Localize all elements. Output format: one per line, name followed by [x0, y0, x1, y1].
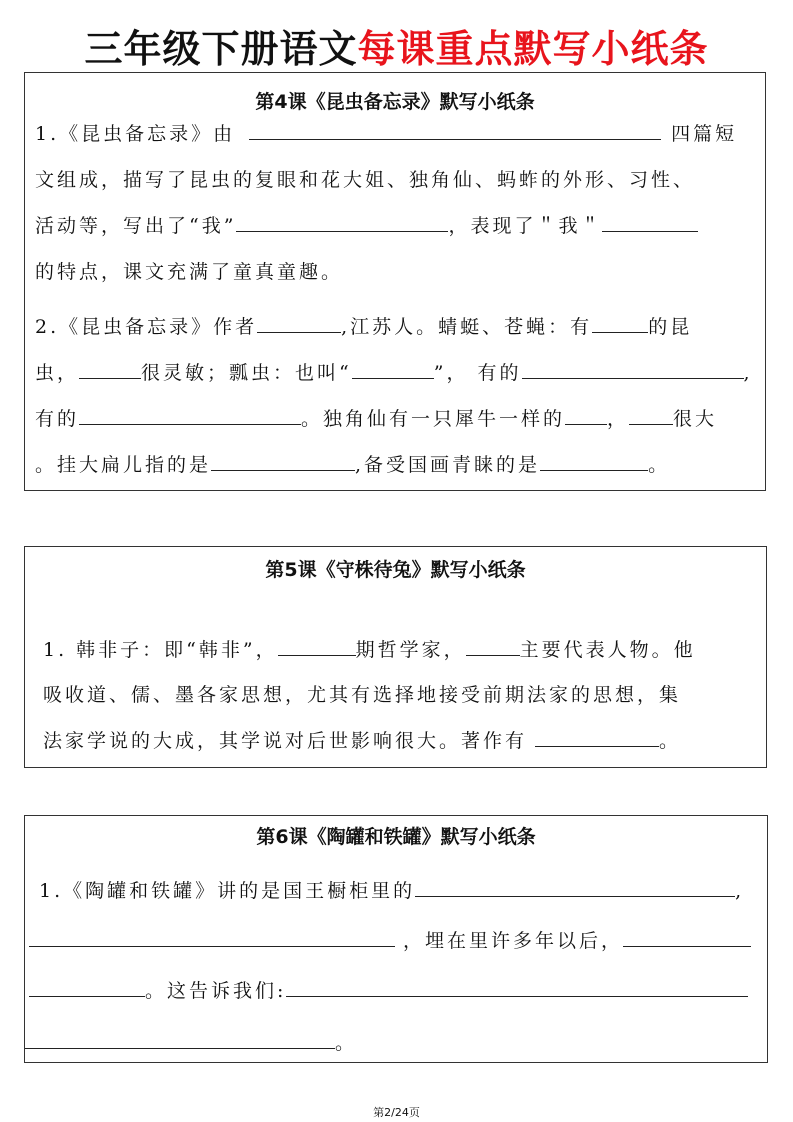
- blank[interactable]: [286, 978, 748, 997]
- text-segment: 的特点，课文充满了童真童趣。: [35, 261, 344, 283]
- blank[interactable]: [602, 213, 698, 232]
- text-segment: 四篇短: [671, 123, 738, 145]
- lesson6-line: [25, 1028, 357, 1055]
- text-segment: 期哲学家，: [355, 639, 466, 661]
- lesson4-heading: 第4课《昆虫备忘录》默写小纸条: [255, 91, 535, 113]
- lesson6-line: [29, 926, 751, 953]
- blank[interactable]: [565, 406, 607, 425]
- blank[interactable]: [592, 314, 648, 333]
- blank[interactable]: [623, 928, 751, 947]
- text-segment: ，表现了＂我＂: [448, 215, 603, 237]
- text-segment: 吸收道、儒、墨各家思想，尤其有选择地接受前期法家的思想，集: [43, 684, 682, 706]
- blank[interactable]: [79, 360, 141, 379]
- page-number: 第2/24页: [373, 1106, 420, 1119]
- lesson4-line: [35, 312, 692, 339]
- blank[interactable]: [352, 360, 434, 379]
- title-red: 每课重点默写小纸条: [357, 27, 709, 71]
- lesson4-line: [35, 165, 695, 192]
- blank[interactable]: [466, 637, 520, 656]
- lesson5-card: [24, 546, 767, 768]
- blank[interactable]: [540, 452, 648, 471]
- blank[interactable]: [79, 406, 301, 425]
- text-segment: 活动等，写出了“我”: [35, 215, 237, 237]
- blank[interactable]: [29, 978, 145, 997]
- text-segment: 很灵敏；瓢虫：也叫“: [141, 362, 352, 384]
- lesson6-heading: 第6课《陶罐和铁罐》默写小纸条: [256, 826, 536, 848]
- title-black: 三年级下册语文: [84, 27, 358, 71]
- blank[interactable]: [415, 878, 735, 897]
- text-segment: 2.《昆虫备忘录》作者: [35, 316, 258, 338]
- text-segment: 1. 韩非子：即“韩非”，: [43, 639, 278, 661]
- blank[interactable]: [257, 314, 341, 333]
- text-segment: 1.《陶罐和铁罐》讲的是国王橱柜里的: [39, 880, 416, 902]
- text-segment: ”， 有的: [433, 362, 522, 384]
- lesson4-line: [35, 358, 753, 385]
- text-segment: 的昆: [648, 316, 693, 338]
- lesson4-line: [35, 450, 670, 477]
- lesson4-line: [35, 404, 717, 431]
- blank[interactable]: [535, 728, 659, 747]
- blank[interactable]: [522, 360, 744, 379]
- text-segment: 主要代表人物。他: [519, 639, 696, 661]
- text-segment: ,备受国画青睐的是: [355, 454, 541, 476]
- blank[interactable]: [629, 406, 673, 425]
- text-segment: 。这告诉我们:: [145, 980, 287, 1002]
- main-title: [0, 18, 793, 73]
- blank[interactable]: [249, 121, 661, 140]
- lesson5-line: [43, 726, 681, 753]
- text-segment: 文组成，描写了昆虫的复眼和花大姐、独角仙、蚂蚱的外形、习性、: [35, 169, 696, 191]
- lesson4-line: [35, 211, 698, 238]
- text-segment: ，埋在里许多年以后，: [403, 930, 624, 952]
- text-segment: 有的: [35, 408, 80, 430]
- blank[interactable]: [25, 1030, 335, 1049]
- text-segment: 。: [648, 454, 671, 476]
- lesson5-line: [43, 635, 696, 662]
- blank[interactable]: [236, 213, 448, 232]
- text-segment: ,江苏人。蜻蜓、苍蝇：有: [341, 316, 593, 338]
- text-segment: ,: [735, 880, 745, 902]
- lesson4-line: [35, 257, 343, 284]
- text-segment: 虫，: [35, 362, 80, 384]
- lesson6-line: [39, 876, 744, 903]
- lesson4-card: [24, 72, 766, 491]
- blank[interactable]: [211, 452, 355, 471]
- text-segment: 1.《昆虫备忘录》由: [35, 123, 236, 145]
- text-segment: 。: [335, 1032, 358, 1054]
- lesson5-heading: 第5课《守株待兔》默写小纸条: [265, 559, 526, 581]
- text-segment: 。独角仙有一只犀牛一样的: [301, 408, 566, 430]
- text-segment: ,: [743, 362, 753, 384]
- lesson5-line: [43, 680, 681, 707]
- text-segment: 很大: [673, 408, 718, 430]
- text-segment: 。挂大扁儿指的是: [35, 454, 212, 476]
- lesson6-line: [29, 976, 748, 1003]
- text-segment: 法家学说的大成，其学说对后世影响很大。著作有: [43, 730, 528, 752]
- lesson6-card: [24, 815, 768, 1063]
- blank[interactable]: [278, 637, 356, 656]
- text-segment: 。: [659, 730, 682, 752]
- blank[interactable]: [29, 928, 395, 947]
- text-segment: ，: [607, 408, 630, 430]
- lesson4-line: [35, 119, 737, 146]
